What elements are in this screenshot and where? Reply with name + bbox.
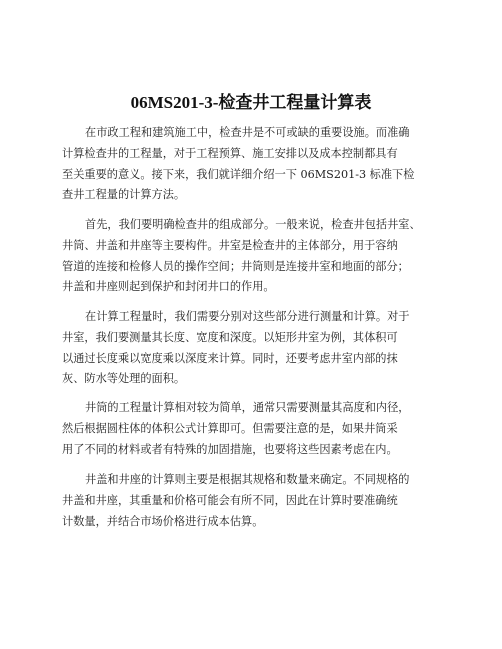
paragraph-line: 然后根据圆柱体的体积公式计算即可。但需要注意的是，如果井筒采 (62, 421, 398, 435)
document-title: 06MS201-3-检查井工程量计算表 (130, 93, 372, 112)
paragraph-line: 井筒、井盖和井座等主要构件。井室是检查井的主体部分，用于容纳 (62, 238, 398, 252)
paragraph-line: 查井工程量的计算方法。 (62, 188, 186, 202)
paragraph-line: 用了不同的材料或者有特殊的加固措施，也要将这些因素考虑在内。 (62, 442, 398, 456)
paragraph-line: 井盖和井座则起到保护和封闭井口的作用。 (62, 280, 275, 294)
paragraph-line: 井盖和井座，其重量和价格可能会有所不同，因此在计算时要准确统 (62, 493, 398, 507)
paragraph-line: 在市政工程和建筑施工中，检查井是不可或缺的重要设施。而准确 (85, 126, 410, 139)
paragraph-4 (62, 398, 442, 460)
paragraph-5 (62, 470, 442, 532)
paragraph-line: 计算检查井的工程量，对于工程预算、施工安排以及成本控制都具有 (62, 146, 398, 160)
paragraph-line: 首先，我们要明确检查井的组成部分。一般来说，检查井包括井室、 (85, 218, 421, 231)
paragraph-line: 井盖和井座的计算则主要是根据其规格和数量来确定。不同规格的 (85, 473, 410, 486)
paragraph-line: 以通过长度乘以宽度乘以深度来计算。同时，还要考虑井室内部的抹 (62, 351, 398, 365)
paragraph-line: 计数量，并结合市场价格进行成本估算。 (62, 514, 264, 528)
paragraph-line: 井筒的工程量计算相对较为简单，通常只需要测量其高度和内径， (85, 401, 410, 414)
paragraph-line: 灰、防水等处理的面积。 (62, 372, 186, 386)
paragraph-line: 管道的连接和检修人员的操作空间；井筒则是连接井室和地面的部分； (62, 259, 409, 273)
paragraph-2 (62, 215, 442, 298)
paragraph-line: 井室，我们要测量其长度、宽度和深度。以矩形井室为例，其体积可 (62, 330, 398, 344)
paragraph-1 (62, 123, 442, 206)
paragraph-line: 至关重要的意义。接下来，我们就详细介绍一下 06MS201-3 标准下检 (62, 167, 415, 181)
paragraph-3 (62, 307, 442, 390)
paragraph-line: 在计算工程量时，我们需要分别对这些部分进行测量和计算。对于 (85, 310, 410, 323)
